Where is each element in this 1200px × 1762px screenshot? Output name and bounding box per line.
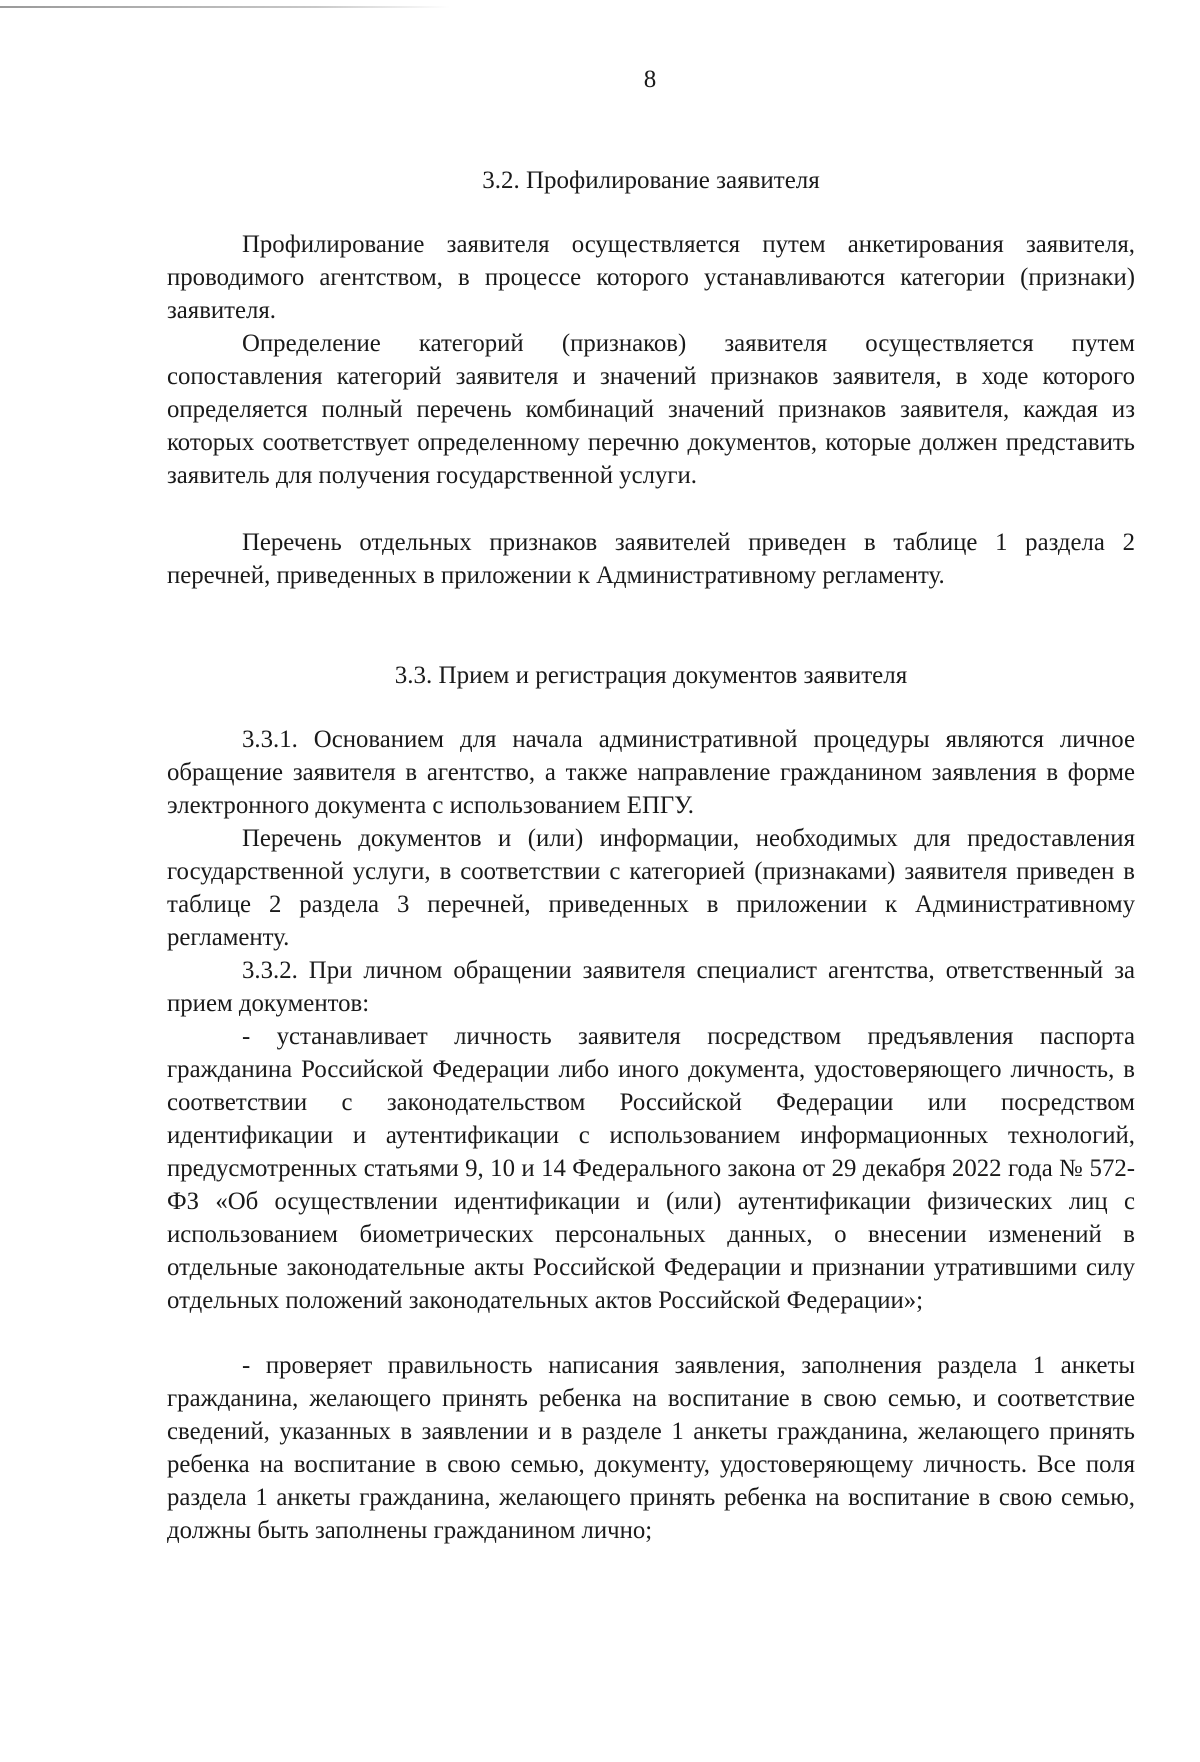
paragraph-3-3-2: 3.3.2. При личном обращении заявителя специалист агентства, ответственный за прием документов: [167, 957, 1135, 1017]
paragraph-attributes-list: Перечень отдельных признаков заявителей приведен в таблице 1 раздела 2 перечней, приведенных в приложении к Административному регламенту. [167, 529, 1135, 589]
paragraph-profiling-intro: Профилирование заявителя осуществляется путем анкетирования заявителя, проводимого агентством, в процессе которого устанавливаются категории (признаки) заявителя. [167, 231, 1135, 324]
section-heading-3-2: 3.2. Профилирование заявителя [482, 167, 820, 194]
paragraph-category-definition: Определение категорий (признаков) заявителя осуществляется путем сопоставления категорий заявителя и значений признаков заявителя, в ходе которого определяется полный перечень комбинаций значений признаков заявителя, каждая из которых соответствует определенному перечню документов, которые должен представить заявитель для получения государственной услуги. [167, 330, 1135, 489]
section-heading-3-3: 3.3. Прием и регистрация документов заявителя [394, 662, 908, 689]
paragraph-documents-list: Перечень документов и (или) информации, необходимых для предоставления государственной услуги, в соответствии с категорией (признаками) заявителя приведен в таблице 2 раздела 3 перечней, приведенных в приложении к Административному регламенту. [167, 825, 1135, 951]
paragraph-3-3-1: 3.3.1. Основанием для начала административной процедуры являются личное обращение заявителя в агентство, а также направление гражданином заявления в форме электронного документа с использованием ЕПГУ. [167, 726, 1135, 819]
scan-edge-line [0, 6, 450, 8]
list-item-identity-check: - устанавливает личность заявителя посредством предъявления паспорта гражданина Российской Федерации либо иного документа, удостоверяющего личность, в соответствии с законодательством Российской Федерации или посредством идентификации и аутентификации с использованием информационных технологий, предусмотренных статьями 9, 10 и 14 Федерального закона от 29 декабря 2022 года № 572-ФЗ «Об осуществлении идентификации и (или) аутентификации физических лиц с использованием биометрических персональных данных, о внесении изменений в отдельные законодательные акты Российской Федерации и признании утратившими силу отдельных положений законодательных актов Российской Федерации»; [167, 1023, 1135, 1314]
list-item-application-check: - проверяет правильность написания заявления, заполнения раздела 1 анкеты гражданина, желающего принять ребенка на воспитание в свою семью, и соответствие сведений, указанных в заявлении и в разделе 1 анкеты гражданина, желающего принять ребенка на воспитание в свою семью, документу, удостоверяющему личность. Все поля раздела 1 анкеты гражданина, желающего принять ребенка на воспитание в свою семью, должны быть заполнены гражданином лично; [167, 1352, 1135, 1544]
page-number: 8 [643, 66, 657, 93]
